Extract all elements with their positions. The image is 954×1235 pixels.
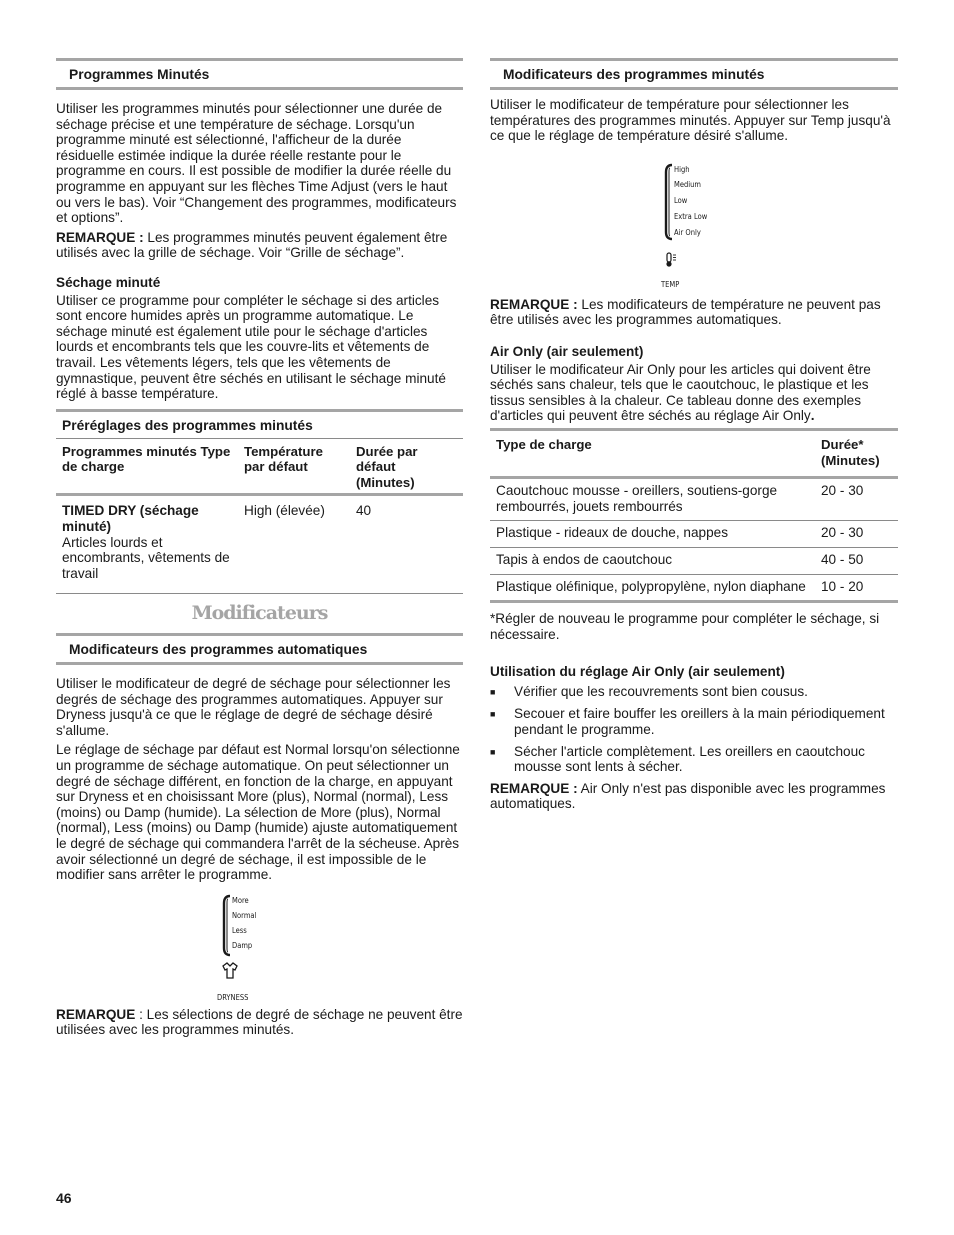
dryness-note xyxy=(56,1007,463,1038)
preset-heading-text: Préréglages des programmes minutés xyxy=(62,417,313,433)
timed-cycles-paragraph: Utiliser les programmes minutés pour sélectionner une durée de séchage précise et une température de séchage. Lorsqu'un programme minuté est sélectionné, l'afficheur de la durée résiduelle estimée indique la durée réelle restante pour le programme en cours. Il est possible de modifier la durée réelle du programme en appuyant sur les flèches Time Adjust (vers le haut ou vers le bas). Voir “Changement des programmes, modificateurs et options”. xyxy=(56,101,457,226)
table-row xyxy=(490,478,898,521)
table-cell: 40 xyxy=(356,503,372,519)
note-text: Les programmes minutés peuvent également être utilisés avec la grille de séchage. Voir “Grille de séchage”. xyxy=(56,229,448,261)
bullet-icon: ■ xyxy=(490,709,496,720)
table-cell: Caoutchouc mousse - oreillers, soutiens-gorge rembourrés, jouets rembourrés xyxy=(490,478,815,521)
modifiers-title: Modificateurs xyxy=(191,602,328,625)
dryness-panel xyxy=(28,893,463,1003)
left-column xyxy=(56,58,463,1042)
thermometer-icon xyxy=(666,253,676,267)
temp-panel-graphic xyxy=(658,162,718,292)
page-number: 46 xyxy=(56,1190,72,1206)
dryness-panel-graphic xyxy=(216,893,276,1003)
table-row xyxy=(56,495,463,594)
table-header-row xyxy=(490,431,898,478)
preset-table xyxy=(56,439,463,595)
dryness-option: More xyxy=(231,895,249,905)
timed-cycles-heading: Programmes Minutés xyxy=(56,58,463,90)
table-row xyxy=(490,574,898,602)
table-row xyxy=(490,521,898,548)
table-header-cell: Température par défaut xyxy=(244,443,323,475)
air-only-text: Utiliser le modificateur Air Only pour les articles qui doivent être séchés sans chaleur, tels que le caoutchouc, le plastique et les tissus sensibles à la chaleur. Ce tableau donne des exemples d'articles qui peuvent être séchés au réglage Air Only xyxy=(490,361,871,424)
dryness-option: Less xyxy=(231,925,247,935)
temp-note xyxy=(490,297,898,328)
timed-dry-title: Séchage minuté xyxy=(56,274,161,290)
timed-cycles-note xyxy=(56,230,463,261)
dryness-caption: DRYNESS xyxy=(216,992,248,1002)
note-text: Air Only n'est pas disponible avec les programmes automatiques. xyxy=(490,780,886,812)
list-item-text: Vérifier que les recouvrements sont bien cousus. xyxy=(514,683,808,699)
air-only-note xyxy=(490,781,898,812)
temp-paragraph: Utiliser le modificateur de température pour sélectionner les températures des programmes minutés. Appuyer sur Temp jusqu'à ce que le réglage de température désiré s'allume. xyxy=(490,97,891,144)
table-cell: 10 - 20 xyxy=(815,574,898,602)
note-label: REMARQUE : xyxy=(490,296,578,312)
table-cell: 20 - 30 xyxy=(815,478,898,521)
dryness-option: Normal xyxy=(231,910,256,920)
table-cell: High (élevée) xyxy=(244,503,325,519)
bullet-icon: ■ xyxy=(490,686,496,697)
table-cell: 40 - 50 xyxy=(815,547,898,574)
dryness-option: Damp xyxy=(231,940,252,950)
timed-modifiers-heading: Modificateurs des programmes minutés xyxy=(490,58,898,90)
list-item xyxy=(490,744,898,775)
table-header-cell: Programmes minutés Type de charge xyxy=(62,443,231,475)
temp-option: High xyxy=(674,164,690,174)
auto-modifiers-heading: Modificateurs des programmes automatiques xyxy=(56,633,463,665)
temp-option: Low xyxy=(674,195,688,205)
table-row xyxy=(490,547,898,574)
bracket-inner-icon xyxy=(227,899,228,952)
table-cell xyxy=(56,495,238,594)
table-header-cell: Type de charge xyxy=(490,431,815,478)
auto-modifiers-paragraph-1: Utiliser le modificateur de degré de séchage pour sélectionner les degrés de séchage des programmes automatiques. Appuyer sur Dryness jusqu'à ce que le réglage de degré de séchage désiré s'allume. xyxy=(56,676,451,738)
right-column xyxy=(490,58,898,816)
table-cell: Plastique - rideaux de douche, nappes xyxy=(490,521,815,548)
table-cell: Tapis à endos de caoutchouc xyxy=(490,547,815,574)
temp-option: Medium xyxy=(674,179,701,189)
table-cell: 20 - 30 xyxy=(815,521,898,548)
preset-heading xyxy=(56,409,463,439)
timed-dry-paragraph: Utiliser ce programme pour compléter le séchage si des articles sont encore humides après un programme automatique. Le séchage minuté est également utile pour le séchage d'articles lourds et encombrants tels que les couvre-lits et vêtements de travail. Les vêtements légers, tels que les vêtements de gymnastique, peuvent être séchés en utilisant le séchage minuté réglé à basse température. xyxy=(56,292,446,402)
note-label: REMARQUE : xyxy=(490,780,578,796)
air-usage-title: Utilisation du réglage Air Only (air seulement) xyxy=(490,664,785,680)
air-only-table xyxy=(490,431,898,603)
air-only-title: Air Only (air seulement) xyxy=(490,343,644,359)
air-table-footnote: *Régler de nouveau le programme pour compléter le séchage, si nécessaire. xyxy=(490,611,880,642)
temp-option: Extra Low xyxy=(674,211,708,221)
list-item-text: Sécher l'article complètement. Les oreillers en caoutchouc mousse sont lents à sécher. xyxy=(514,743,865,775)
table-cell: Plastique oléfinique, polypropylène, nylon diaphane xyxy=(490,574,815,602)
temp-caption: TEMP xyxy=(661,279,680,289)
note-label: REMARQUE : xyxy=(56,229,144,245)
air-only-paragraph xyxy=(490,362,898,424)
list-item xyxy=(490,684,898,701)
air-only-end: . xyxy=(810,408,815,424)
note-label: REMARQUE xyxy=(56,1006,136,1022)
table-header-cell: Durée par défaut (Minutes) xyxy=(356,443,418,490)
shirt-icon xyxy=(223,963,237,978)
list-item-text: Secouer et faire bouffer les oreillers à la main périodiquement pendant le programme. xyxy=(514,706,885,738)
cycle-load: Articles lourds et encombrants, vêtements de travail xyxy=(62,534,230,581)
bullet-icon: ■ xyxy=(490,746,496,757)
list-item xyxy=(490,706,898,737)
table-header-cell: Durée* (Minutes) xyxy=(815,431,898,478)
table-header-row xyxy=(56,439,463,495)
bracket-inner-icon xyxy=(669,168,670,236)
temp-panel xyxy=(478,162,898,292)
auto-modifiers-paragraph-2: Le réglage de séchage par défaut est Normal lorsqu'on sélectionne un programme de séchage automatique. On peut sélectionner un degré de séchage différent, en fonction de la charge, en appuyant sur Dryness et en choisissant More (plus), Normal (normal), Less (moins) ou Damp (humide). La sélection de More (plus), Normal (normal), Less (moins) ou Damp (humide) ajuste automatiquement le degré de séchage qui commandera l'arrêt de la sécheuse. Après avoir sélectionné un degré de séchage, il est impossible de le modifier sans arrêter le programme. xyxy=(56,742,460,883)
note-text: : Les sélections de degré de séchage ne peuvent être utilisées avec les programmes minutés. xyxy=(56,1006,463,1038)
temp-option: Air Only xyxy=(674,227,701,237)
note-text: Les modificateurs de température ne peuvent pas être utilisés avec les programmes automatiques. xyxy=(490,296,881,328)
cycle-name: TIMED DRY (séchage minuté) xyxy=(62,503,199,535)
